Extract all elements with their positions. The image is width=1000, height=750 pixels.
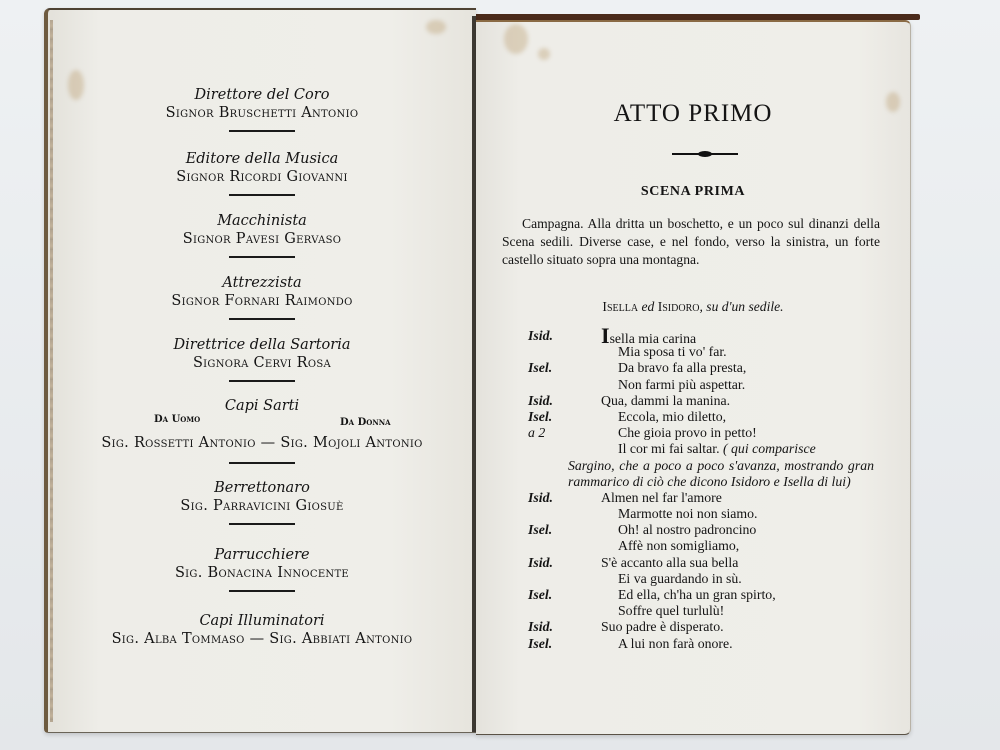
- verse-text: Marmotte noi non siamo.: [618, 506, 758, 522]
- right-page: [476, 20, 911, 735]
- credit-entry: [48, 150, 476, 208]
- dialogue-line: [476, 344, 910, 360]
- credit-person: Signora Cervi Rosa: [192, 355, 332, 371]
- divider-rule: [229, 318, 295, 320]
- act-title: ATTO PRIMO: [613, 100, 773, 127]
- divider-rule: [229, 256, 295, 258]
- character-position: , su d'un sedile.: [699, 299, 784, 314]
- divider-rule: [229, 523, 295, 525]
- verse-text: Affè non somigliamo,: [618, 538, 740, 554]
- dialogue-line: [476, 490, 910, 506]
- speaker-label: Isel.: [528, 635, 553, 651]
- speaker-label: a 2: [528, 425, 546, 441]
- speaker-label: Isid.: [528, 489, 553, 505]
- dialogue-line: [476, 538, 910, 554]
- dialogue-line: [476, 441, 910, 457]
- credit-entry: [48, 479, 476, 537]
- divider-rule: [229, 194, 295, 196]
- credit-entry: [48, 274, 476, 332]
- credit-entry-capi-sarti-persons: [48, 434, 476, 476]
- characters-line: [476, 299, 910, 315]
- divider-rule: [229, 590, 295, 592]
- credit-entry: [48, 86, 476, 144]
- verse-text: Suo padre è disperato.: [601, 619, 724, 635]
- dialogue-line: [476, 587, 910, 603]
- speaker-label: Isid.: [528, 392, 553, 408]
- left-page: [44, 8, 476, 733]
- credit-entry-capi-sarti: [48, 397, 476, 415]
- credit-role: Capi Sarti: [224, 398, 300, 414]
- credit-role: Capi Illuminatori: [199, 613, 325, 629]
- verse-text: Il cor mi fai saltar.: [618, 441, 720, 457]
- drop-cap: I: [601, 323, 610, 348]
- dialogue-line: [476, 555, 910, 571]
- stain: [426, 20, 446, 34]
- credit-person: Signor Pavesi Gervaso: [182, 231, 342, 247]
- verse-text: [618, 441, 816, 457]
- credit-entry: [48, 336, 476, 394]
- verse-rest: sella mia carina: [609, 331, 697, 346]
- divider-rule: [229, 380, 295, 382]
- verse-text: Ed ella, ch'ha un gran spirto,: [618, 587, 776, 603]
- character-name: Isidoro: [657, 299, 700, 314]
- divider-rule: [229, 462, 295, 464]
- dialogue-line: [476, 425, 910, 441]
- credit-person: Sig. Alba Tommaso — Sig. Abbiati Antonio: [111, 631, 413, 647]
- dialogue-line: [476, 571, 910, 587]
- speaker-label: Isid.: [528, 619, 553, 635]
- verse-text: Ei va guardando in sù.: [618, 570, 742, 586]
- verse-text: Qua, dammi la manina.: [601, 392, 731, 408]
- credit-role: Attrezzista: [222, 275, 302, 291]
- credit-person: Signor Ricordi Giovanni: [176, 169, 348, 185]
- credit-role: Parrucchiere: [214, 547, 310, 563]
- scene-title: SCENA PRIMA: [640, 184, 746, 199]
- dialogue-line: [476, 323, 910, 348]
- credit-person: Sig. Bonacina Innocente: [174, 565, 350, 581]
- dialogue-line: [476, 393, 910, 409]
- divider-rule: [229, 130, 295, 132]
- credit-role: Direttrice della Sartoria: [173, 337, 351, 353]
- speaker-label: Isel.: [528, 360, 553, 376]
- verse-text: Da bravo fa alla presta,: [618, 360, 747, 376]
- open-book: [40, 8, 920, 734]
- speaker-label: Isel.: [528, 587, 553, 603]
- credit-person: Sig. Rossetti Antonio — Sig. Mojoli Antonio: [101, 435, 423, 451]
- verse-text: Almen nel far l'amore: [601, 489, 722, 505]
- subheading-da-uomo: Da Uomo: [154, 414, 201, 425]
- speaker-label: Isel.: [528, 522, 553, 538]
- verse-text: Che gioia provo in petto!: [618, 425, 757, 441]
- credit-entry: [48, 212, 476, 270]
- dialogue-line: [476, 619, 910, 635]
- stain: [538, 48, 550, 60]
- dialogue-line: [476, 409, 910, 425]
- inline-stage-direction: ( qui comparisce: [722, 441, 816, 457]
- ornament-divider: [672, 153, 738, 155]
- stage-direction-text: Campagna. Alla dritta un boschetto, e un poco sul dinanzi della Scena sedili. Diverse case, e nel fondo, verso la sinistra, un forte castello situato sopra una montagna.: [502, 216, 880, 267]
- conjunction: ed: [641, 299, 655, 314]
- verse-text: Mia sposa ti vo' far.: [618, 344, 727, 360]
- inline-stage-direction-block: Sargino, che a poco a poco s'avanza, mostrando gran rammarico di ciò che dicono Isidoro e Isella di lui): [568, 457, 874, 489]
- speaker-label: Isid.: [528, 328, 553, 343]
- dialogue: [476, 323, 910, 652]
- dialogue-line: [476, 506, 910, 522]
- credit-entry: [48, 546, 476, 604]
- speaker-label: Isid.: [528, 554, 553, 570]
- dialogue-line: [476, 377, 910, 393]
- stain: [504, 24, 528, 54]
- speaker-label: Isel.: [528, 408, 553, 424]
- subheading-da-donna: Da Donna: [340, 417, 391, 428]
- dialogue-line: [476, 603, 910, 619]
- credit-entry-capi-illuminatori: [48, 612, 476, 648]
- credit-role: Berrettonaro: [214, 480, 310, 496]
- credit-role: Macchinista: [217, 213, 307, 229]
- dialogue-line: [476, 360, 910, 376]
- verse-text: A lui non farà onore.: [618, 635, 733, 651]
- verse-text: Soffre quel turlulù!: [618, 603, 725, 619]
- credit-role: Direttore del Coro: [194, 87, 330, 103]
- character-name: Isella: [602, 299, 639, 314]
- credit-person: Sig. Parravicini Giosuè: [180, 498, 344, 514]
- verse-text: Eccola, mio diletto,: [618, 408, 727, 424]
- verse-text: S'è accanto alla sua bella: [601, 554, 739, 570]
- credit-person: Signor Bruschetti Antonio: [165, 105, 359, 121]
- verse-text: Oh! al nostro padroncino: [618, 522, 757, 538]
- credit-role: Editore della Musica: [185, 151, 339, 167]
- credit-person: Signor Fornari Raimondo: [171, 293, 353, 309]
- dialogue-line: [476, 522, 910, 538]
- verse-text: Non farmi più aspettar.: [618, 376, 746, 392]
- dialogue-line: [476, 636, 910, 652]
- stage-direction: [502, 215, 880, 269]
